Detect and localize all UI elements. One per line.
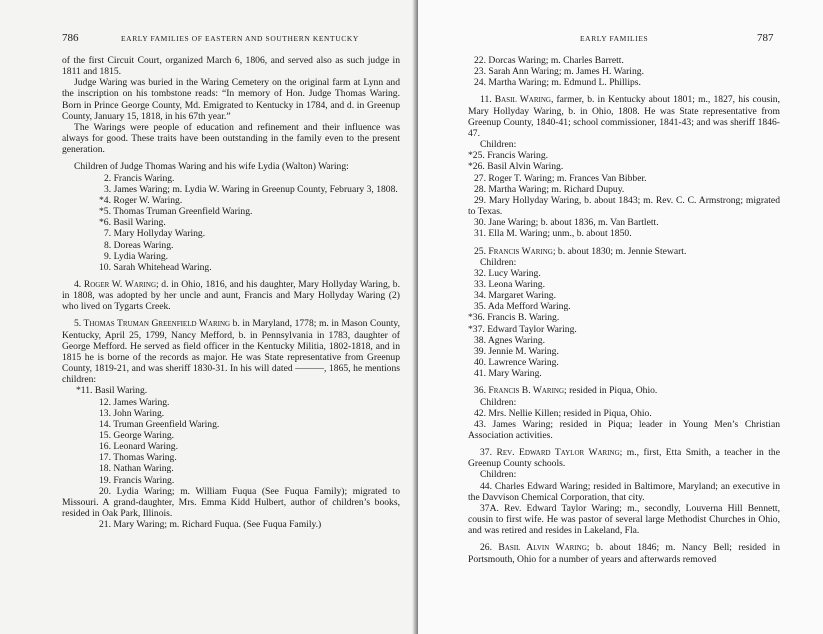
list-item: *36. Francis B. Waring. <box>468 312 560 324</box>
left-page-number: 786 <box>62 32 79 44</box>
children-label: Children: <box>480 139 517 151</box>
children-intro: Children of Judge Thomas Waring and his wife Lydia (Walton) Waring: <box>74 161 349 173</box>
entry-name: 37. Rev. Edward Taylor Waring <box>480 447 620 459</box>
children-label: Children: <box>480 469 517 481</box>
list-item: 33. Leona Waring. <box>474 278 545 290</box>
paragraph <box>468 246 780 257</box>
left-running-head: EARLY FAMILIES OF EASTERN AND SOUTHERN KENTUCKY <box>121 34 359 43</box>
paragraph <box>62 279 400 312</box>
list-item: 35. Ada Mefford Waring. <box>474 301 571 313</box>
list-item: 2. Francis Waring. <box>104 172 175 184</box>
entry-text: ; b. about 1846; m. Nancy Bell; resided in Portsmouth, Ohio for a number of years and afterwards removed <box>468 542 780 565</box>
list-item: 40. Lawrence Waring. <box>474 357 559 369</box>
entry-text: b. in Maryland, 1778; m. in Mason County, Kentucky, April 25, 1799, Nancy Mefford, b. in Pennsylvania in 1783, daughter of George Mefford. He served as field officer in the Kentucky Militia, 1802-1818, and in 1815 he is borne of the records as major. He was State representative from Greenup County, 1819-21, and was sheriff 1830-31. In his will dated ———, 1865, he mentions children: <box>62 318 400 386</box>
list-item: 32. Lucy Waring. <box>474 267 541 279</box>
list-item: 23. Sarah Ann Waring; m. James H. Waring. <box>474 66 644 78</box>
list-item: 38. Agnes Waring. <box>474 334 545 346</box>
list-item: *5. Thomas Truman Greenfield Waring. <box>99 206 253 218</box>
left-text-column <box>62 55 400 530</box>
list-item: *6. Basil Waring. <box>99 217 166 229</box>
entry-text: ; resided in Piqua, Ohio. <box>564 385 658 397</box>
list-item: 28. Martha Waring; m. Richard Dupuy. <box>474 183 625 195</box>
list-item: 9. Lydia Waring. <box>104 250 169 262</box>
list-item: 27. Roger T. Waring; m. Frances Van Bibber. <box>474 172 647 184</box>
list-item: 13. John Waring. <box>99 407 165 419</box>
list-item: 41. Mary Waring. <box>474 368 542 380</box>
paragraph: Judge Waring was buried in the Waring Cemetery on the original farm at Lynn and the inscription on his tombstone reads: “In memory of Hon. Judge Thomas Waring. Born in Prince George County, Md. Emigrated to Kentucky in 1784, and d. in Greenup County, January 15, 1818, in his 67th year.” <box>62 77 400 122</box>
list-item: 22. Dorcas Waring; m. Charles Barrett. <box>474 55 624 66</box>
list-item: 12. James Waring. <box>99 396 170 408</box>
paragraph <box>468 385 780 396</box>
entry-text: ; m., first, Etta Smith, a teacher in the Greenup County schools. <box>468 447 780 470</box>
paragraph <box>468 94 780 139</box>
list-item: 7. Mary Hollyday Waring. <box>104 228 206 240</box>
entry-text: , farmer, b. in Kentucky about 1801; m., 1827, his cousin, Mary Hollyday Waring, b. in Ohio, 1808. He was State representative from Greenup County, 1840-41; school commissioner, 1841-43; and was sheriff 1846-47. <box>468 94 780 139</box>
list-item: *11. Basil Waring. <box>76 385 148 397</box>
paragraph: of the first Circuit Court, organized March 6, 1806, and served also as such judge in 1811 and 1815. <box>62 55 400 78</box>
list-item: 42. Mrs. Nellie Killen; resided in Piqua, Ohio. <box>474 407 652 419</box>
list-item: 20. Lydia Waring; m. William Fuqua (See Fuqua Family); migrated to Missouri. A grand-daughter, Mrs. Emma Kidd Hulbert, author of children’s books, resided in Oak Park, Illinois. <box>62 485 400 520</box>
list-item: *26. Basil Alvin Waring. <box>468 161 564 173</box>
list-item: 15. George Waring. <box>99 430 175 441</box>
list-item: 43. James Waring; resided in Piqua; leader in Young Men’s Christian Association activities. <box>468 418 780 441</box>
entry-name: 11. Basil Waring <box>480 94 551 106</box>
right-text-column <box>468 55 780 565</box>
list-item: 10. Sarah Whitehead Waring. <box>99 261 212 273</box>
list-item: 34. Margaret Waring. <box>474 290 556 302</box>
list-item: 3. James Waring; m. Lydia W. Waring in Greenup County, February 3, 1808. <box>104 183 398 195</box>
list-item: 21. Mary Waring; m. Richard Fuqua. (See Fuqua Family.) <box>99 519 322 531</box>
right-page-number: 787 <box>757 32 774 44</box>
list-item: *4. Roger W. Waring. <box>99 194 183 206</box>
entry-text: ; d. in Ohio, 1816, and his daughter, Mary Hollyday Waring, b. in 1808, was adopted by her uncle and aunt, Francis and Mary Hollyday Waring (2) who lived on Tygarts Creek. <box>62 278 400 313</box>
paragraph <box>468 542 780 564</box>
paragraph <box>62 318 400 385</box>
list-item: *37. Edward Taylor Waring. <box>468 323 577 335</box>
entry-name: 25. Francis Waring <box>474 245 553 257</box>
list-item: 18. Nathan Waring. <box>99 463 174 475</box>
entry-text: ; b. about 1830; m. Jennie Stewart. <box>552 245 687 257</box>
entry-name: 4. Roger W. Waring <box>74 278 156 290</box>
list-item: 37A. Rev. Edward Taylor Waring; m., secondly, Louverna Hill Bennett, cousin to first wife. He was pastor of several large Methodist Churches in Ohio, and was retired and resides in Lakeland, Fla. <box>468 502 780 537</box>
list-item: 39. Jennie M. Waring. <box>474 345 559 357</box>
children-label: Children: <box>480 396 517 408</box>
list-item: 16. Leonard Waring. <box>99 441 178 453</box>
list-item: 29. Mary Hollyday Waring, b. about 1843; m. Rev. C. C. Armstrong; migrated to Texas. <box>468 194 780 218</box>
list-item: 31. Ella M. Waring; unm., b. about 1850. <box>474 228 632 240</box>
list-item: 19. Francis Waring. <box>99 474 175 486</box>
children-label: Children: <box>480 256 517 268</box>
entry-name: 5. Thomas Truman Greenfield Waring <box>74 318 231 330</box>
list-item: *25. Francis Waring. <box>468 150 549 162</box>
entry-name: 26. Basil Alvin Waring <box>480 542 587 554</box>
right-running-head: EARLY FAMILIES <box>580 34 649 43</box>
list-item: 17. Thomas Waring. <box>99 452 177 464</box>
entry-name: 36. Francis B. Waring <box>474 385 565 397</box>
paragraph: The Warings were people of education and refinement and their influence was always for good. These traits have been outstanding in the family even to the present generation. <box>62 121 400 156</box>
list-item: 14. Truman Greenfield Waring. <box>99 418 220 430</box>
list-item: 30. Jane Waring; b. about 1836, m. Van Bartlett. <box>474 217 659 229</box>
list-item: 24. Martha Waring; m. Edmund L. Phillips. <box>474 77 641 89</box>
paragraph <box>468 447 780 469</box>
list-item: 44. Charles Edward Waring; resided in Baltimore, Maryland; an executive in the Davvison Chemical Corporation, that city. <box>468 480 780 503</box>
list-item: 8. Doreas Waring. <box>104 239 174 251</box>
